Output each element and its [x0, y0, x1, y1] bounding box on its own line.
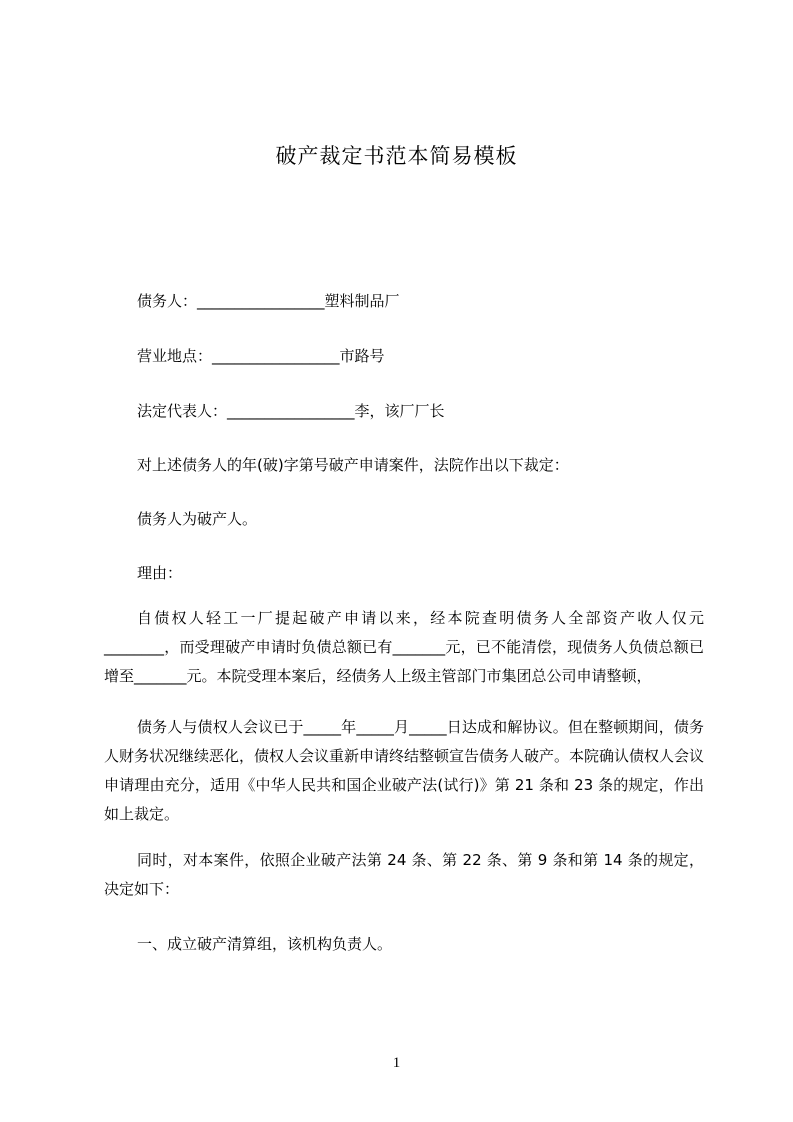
ruling-intro-line: 对上述债务人的年(破)字第号破产申请案件，法院作出以下裁定： [137, 456, 569, 474]
reason-label: 理由： [137, 564, 183, 582]
decision-item-1: 一、成立破产清算组，该机构负责人。 [137, 935, 393, 953]
ruling-line: 债务人为破产人。 [137, 510, 258, 528]
decision-paragraph: 同时，对本案件，依照企业破产法第 24 条、第 22 条、第 9 条和第 14 条的规定，决定如下： [104, 851, 704, 898]
legal-representative-line: 法定代表人：_________________李，该厂厂长 [137, 402, 445, 420]
reason-paragraph-2: 债务人与债权人会议已于_____年_____月_____日达成和解协议。但在整顿期间，债务人财务状况继续恶化，债权人会议重新申请终结整顿宣告债务人破产。本院确认债权人会议申请理由充分，适用《中华人民共和国企业破产法(试行)》第 21 条和 23 条的规定，作出如上裁定。 [104, 718, 705, 823]
debtor-line: 债务人：_________________塑料制品厂 [137, 292, 400, 310]
reason-paragraph-1: 自债权人轻工一厂提起破产申请以来，经本院查明债务人全部资产收人仅元________，而受理破产申请时负债总额已有_______元，已不能清偿，现债务人负债总额已增至_______元。本院受理本案后，经债务人上级主管部门市集团总公司申请整顿， [104, 609, 704, 685]
document-title: 破产裁定书范本简易模板 [275, 144, 518, 168]
page-number: 1 [392, 1055, 401, 1071]
address-line: 营业地点：_________________市路号 [137, 347, 385, 365]
